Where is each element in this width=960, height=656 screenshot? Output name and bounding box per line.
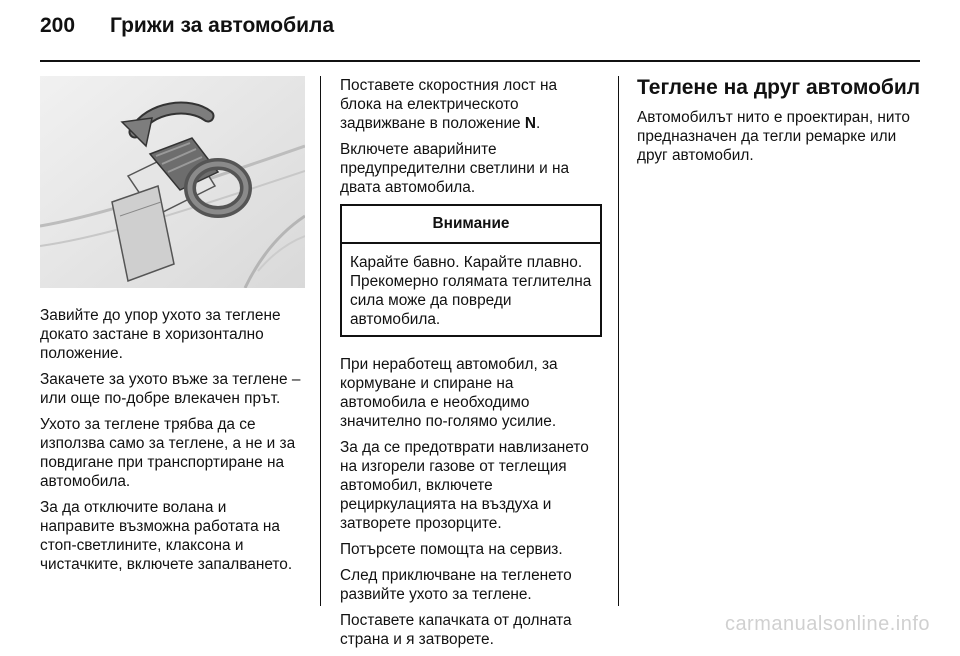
warning-body: Карайте бавно. Карайте плавно. Прекомерно голямата теглителна сила може да повреди автомобила.: [350, 254, 592, 328]
paragraph-text: Поставете скоростния лост на блока на електрическото задвижване в положение: [340, 77, 558, 132]
column-2: [340, 76, 602, 656]
paragraph: При неработещ автомобил, за кормуване и спиране на автомобила е необходимо значително по-голямо усилие.: [340, 356, 558, 430]
column-3: [637, 76, 927, 172]
paragraph: За да се предотврати навлизането на изгорели газове от теглещия автомобил, включете рециркулацията на въздуха и затворете прозорците.: [340, 439, 589, 532]
page-title: Грижи за автомобила: [110, 14, 335, 37]
column-divider: [320, 76, 321, 606]
gear-position-n: N: [524, 115, 537, 132]
column-1: [40, 76, 305, 581]
paragraph: Поставете капачката от долната страна и я затворете.: [340, 612, 572, 648]
paragraph: [340, 76, 602, 133]
section-title: Теглене на друг автомобил: [637, 76, 921, 99]
paragraph: Закачете за ухото въже за теглене – или още по-добре влекачен прът.: [40, 371, 301, 407]
paragraph: Автомобилът нито е проектиран, нито предназначен да тегли ремарке или друг автомобил.: [637, 109, 910, 164]
header-rule: [40, 60, 920, 62]
watermark: carmanualsonline.info: [724, 613, 930, 635]
paragraph: Завийте до упор ухото за теглене докато застане в хоризонтално положение.: [40, 307, 281, 362]
warning-box: [340, 204, 602, 337]
paragraph: Потърсете помощта на сервиз.: [340, 541, 563, 558]
tow-eye-illustration: [40, 76, 305, 288]
paragraph-text: .: [536, 115, 541, 132]
page-header: [40, 14, 334, 48]
paragraph: За да отключите волана и направите възможна работата на стоп-светлините, клаксона и чистачките, включете запалването.: [40, 499, 293, 573]
paragraph: Включете аварийните предупредителни светлини и на двата автомобила.: [340, 141, 570, 196]
page-number: 200: [40, 14, 76, 37]
warning-title: Внимание: [342, 206, 600, 244]
paragraph: След приключване на тегленето развийте ухото за теглене.: [340, 567, 572, 603]
paragraph: Ухото за теглене трябва да се използва само за теглене, а не и за повдигане при транспортиране на автомобила.: [40, 416, 296, 490]
column-divider: [618, 76, 619, 606]
